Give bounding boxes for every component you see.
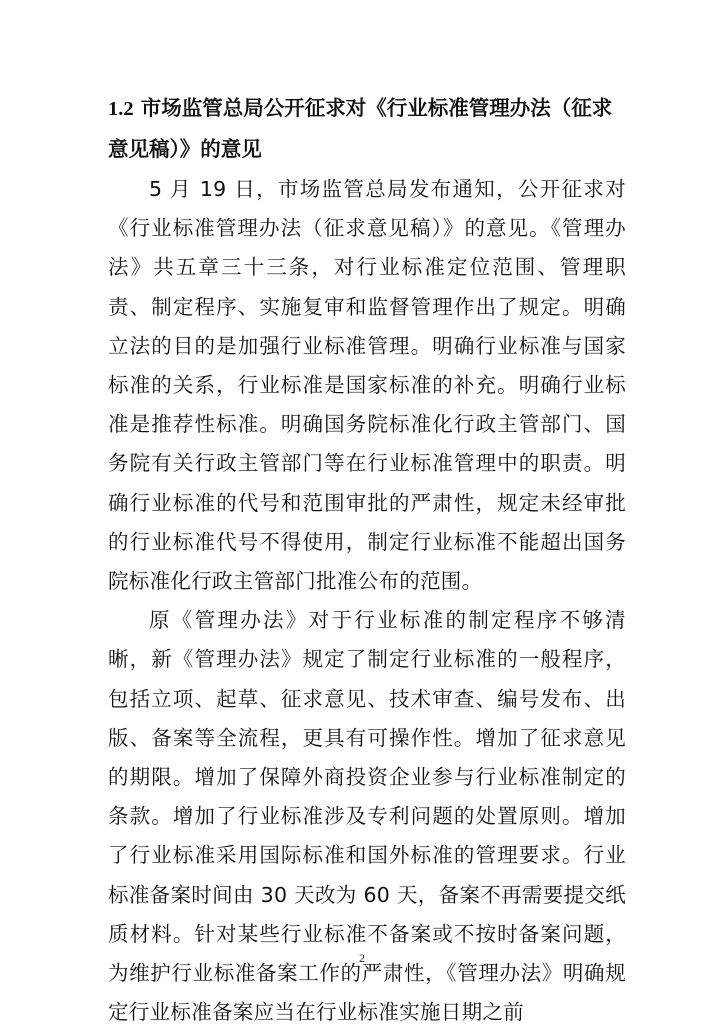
page-number: 2 (359, 951, 365, 965)
body-paragraph: 5 月 19 日，市场监管总局发布通知，公开征求对《行业标准管理办法（征求意见稿）》的意见。《管理办法》共五章三十三条，对行业标准定位范围、管理职责、制定程序、实施复审和监督管理作出了规定。明确立法的目的是加强行业标准管理。明确行业标准与国家标准的关系，行业标准是国家标准的补充。明确行业标准是推荐性标准。明确国务院标准化行政主管部门、国务院有关行政主管部门等在行业标准管理中的职责。明确行业标准的代号和范围审批的严肃性，规定未经审批的行业标准代号不得使用，制定行业标准不能超出国务院标准化行政主管部门批准公布的范围。 (108, 177, 626, 594)
body-paragraph: 原《管理办法》对于行业标准的制定程序不够清晰，新《管理办法》规定了制定行业标准的一般程序，包括立项、起草、征求意见、技术审查、编号发布、出版、备案等全流程，更具有可操作性。增加了征求意见的期限。增加了保障外商投资企业参与行业标准制定的条款。增加了行业标准涉及专利问题的处置原则。增加了行业标准采用国际标准和国外标准的管理要求。行业标准备案时间由 30 天改为 60 天，备案不再需要提交纸质材料。针对某些行业标准不备案或不按时备案问题，为维护行业标准备案工作的严肃性，《管理办法》明确规定行业标准备案应当在行业标准实施日期之前 (108, 608, 626, 1025)
section-title: 市场监管总局公开征求对《行业标准管理办法（征求意见稿）》的意见 (108, 96, 613, 161)
section-number: 1.2 (108, 98, 134, 120)
section-heading (108, 88, 626, 169)
document-page (108, 88, 626, 1032)
